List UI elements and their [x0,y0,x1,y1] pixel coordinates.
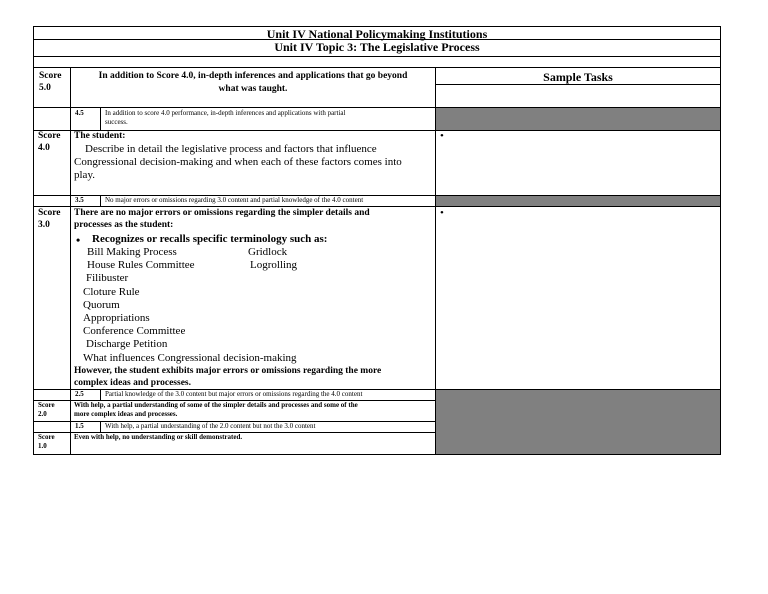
score-5-text: what was taught. [218,84,288,94]
score-3-label: Score [38,208,61,218]
term-item: Discharge Petition [86,338,168,350]
score-2-text: With help, a partial understanding of some of the simpler details and processes and some of the [74,401,358,409]
score-4-text: Congressional decision-making and when each of these factors comes into [74,156,402,168]
score-4-label: Score [38,131,61,141]
table-rule [100,421,101,432]
term-item: Bill Making Process [87,246,177,258]
score-2-5-value: 2.5 [75,390,84,398]
table-rule [435,67,436,455]
term-item: Appropriations [83,312,150,324]
score-3-intro: processes as the student: [74,220,174,230]
sample-tasks-heading: Sample Tasks [543,70,613,84]
table-rule [33,56,721,57]
score-3-intro: There are no major errors or omissions regarding the simpler details and [74,208,370,218]
score-5-value: 5.0 [39,83,51,93]
score-4-text: Describe in detail the legislative process and factors that influence [85,143,377,155]
gray-cell-3-5 [435,196,720,206]
page-subtitle: Unit IV Topic 3: The Legislative Process [274,40,480,54]
page-title: Unit IV National Policymaking Institutions [266,27,488,41]
gray-cell-4-5 [435,108,720,130]
term-item: Cloture Rule [83,286,140,298]
term-item: Conference Committee [83,325,186,337]
score-3-5-text: No major errors or omissions regarding 3.0 content and partial knowledge of the 4.0 content [105,196,364,204]
list-bullet: • [76,233,81,247]
score-1-value: 1.0 [38,442,47,450]
table-rule [100,107,101,130]
score-4-intro: The student: [74,131,126,141]
table-rule [33,67,721,68]
score-4-5-value: 4.5 [75,109,84,117]
term-item: House Rules Committee [87,259,195,271]
table-rule [720,26,721,455]
table-rule [435,84,721,85]
score-5-label: Score [39,71,62,81]
score-1-5-value: 1.5 [75,422,84,430]
score-1-label: Score [38,433,55,441]
term-item: Gridlock [248,246,288,258]
term-item: Quorum [83,299,120,311]
score-1-5-text: With help, a partial understanding of the 2.0 content but not the 3.0 content [105,422,316,430]
table-rule [33,130,721,131]
table-rule [33,107,721,108]
table-rule [33,206,721,207]
terminology-heading: Recognizes or recalls specific terminology such as: [92,233,328,245]
score-3-5-value: 3.5 [75,196,84,204]
score-3-however: However, the student exhibits major errors or omissions regarding the more [74,366,382,376]
table-rule [100,389,101,400]
score-5-text: In addition to Score 4.0, in-depth inferences and applications that go beyond [98,71,408,81]
score-2-text: more complex ideas and processes. [74,410,178,418]
score-1-text: Even with help, no understanding or skill demonstrated. [74,433,243,441]
gray-cell-lower [435,390,720,454]
table-rule [70,67,71,455]
table-rule [33,26,34,455]
table-rule [100,195,101,206]
sample-task-bullet: • [440,207,444,219]
score-3-however: complex ideas and processes. [74,378,191,388]
score-3-value: 3.0 [38,220,50,230]
term-item: Filibuster [86,272,129,284]
score-4-5-text: In addition to score 4.0 performance, in-depth inferences and applications with partial [105,109,346,117]
score-2-5-text: Partial knowledge of the 3.0 content but major errors or omissions regarding the 4.0 content [105,390,363,398]
term-item: Logrolling [250,259,298,271]
table-rule [33,454,721,455]
score-4-value: 4.0 [38,143,50,153]
score-2-value: 2.0 [38,410,47,418]
term-item: What influences Congressional decision-making [83,352,297,364]
score-4-text: play. [74,169,95,181]
sample-task-bullet: • [440,130,444,142]
score-2-label: Score [38,401,55,409]
score-4-5-text: success. [105,118,128,126]
